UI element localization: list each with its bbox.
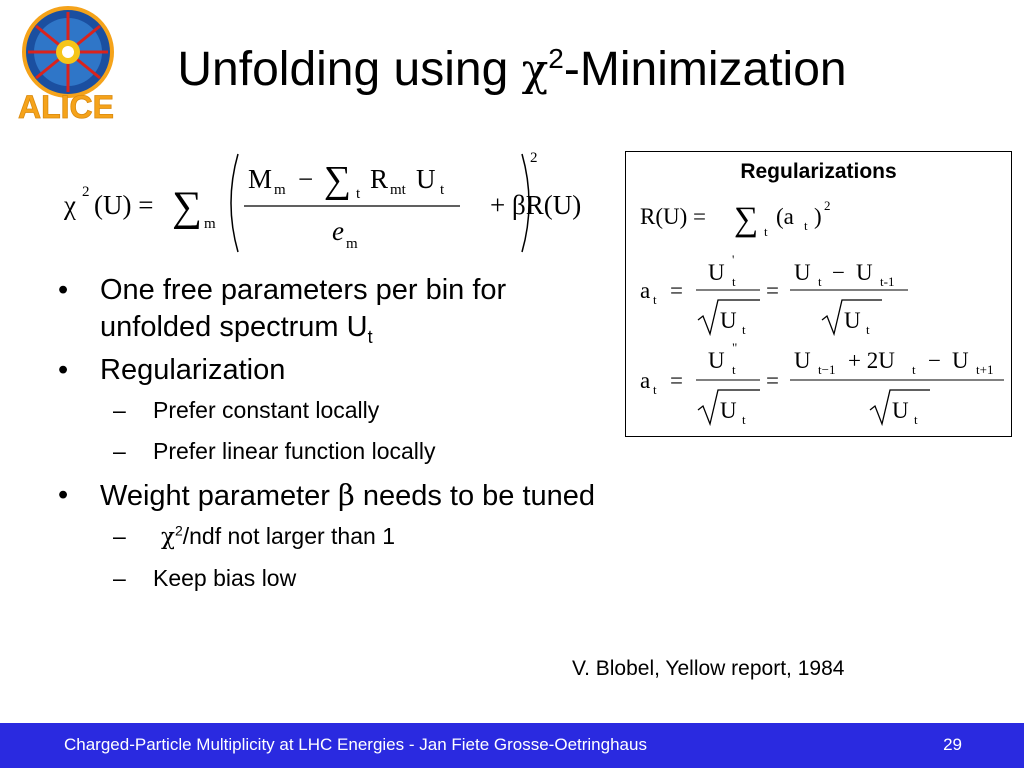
footer-text: Charged-Particle Multiplicity at LHC Energies - Jan Fiete Grosse-Oetringhaus xyxy=(64,735,647,754)
reg1-num-sub2: t-1 xyxy=(880,274,895,289)
reg1-eq2: = xyxy=(766,278,779,303)
formula-beta-term: + βR(U) xyxy=(490,190,582,220)
title-prefix: Unfolding using xyxy=(177,43,522,96)
formula-chi-sq: 2 xyxy=(82,184,90,200)
reg2-num-U: U xyxy=(794,348,811,373)
subbullet-linear: – Prefer linear function locally xyxy=(113,438,436,464)
reg-sq: 2 xyxy=(824,198,831,213)
regularizations-box xyxy=(625,151,1012,437)
chi2-formula xyxy=(60,148,620,258)
reg1-prime: ' xyxy=(732,252,735,267)
reg1-minus: − xyxy=(832,260,845,285)
reg1-eq: = xyxy=(670,278,683,303)
bullet-regularization: • Regularization xyxy=(58,352,618,389)
formula-R: R xyxy=(370,164,389,194)
formula-minus: − xyxy=(298,164,314,194)
reg-RU: R(U) = xyxy=(640,204,706,229)
regularizations-heading: Regularizations xyxy=(740,160,897,183)
slide-title xyxy=(0,40,1024,101)
reg2-dprime: " xyxy=(732,340,738,355)
regularization-formulas xyxy=(626,188,1011,436)
dash-icon: – xyxy=(113,397,126,423)
logo-text: ALICE xyxy=(18,89,114,124)
reg1-U-sub: t xyxy=(732,274,736,289)
dash-icon: – xyxy=(113,438,126,464)
reg2-eq2: = xyxy=(766,368,779,393)
bullet-list xyxy=(58,272,618,604)
reg1-a: a xyxy=(640,278,651,303)
formula-M: M xyxy=(248,164,273,194)
subbullet-chi2-ndf: – $\chi^2$/ndf not larger than 1 xyxy=(113,522,395,550)
reg1-num-U2: U xyxy=(856,260,873,285)
reg-a-open: (a xyxy=(776,204,794,229)
formula-arg: (U) = xyxy=(94,190,154,220)
dash-icon: – xyxy=(113,523,126,549)
reg-a-sub: t xyxy=(804,218,808,233)
formula-sum-t-sub: t xyxy=(356,186,361,202)
reg1-U: U xyxy=(708,260,725,285)
reg1-a-sub: t xyxy=(653,292,657,307)
reg2-a-sub: t xyxy=(653,382,657,397)
reg2-num-sub3: t+1 xyxy=(976,362,994,377)
reg-sum: ∑ xyxy=(734,201,759,238)
title-sup: 2 xyxy=(548,43,564,74)
reg2-a: a xyxy=(640,368,651,393)
formula-R-sub: mt xyxy=(390,182,406,198)
formula-chi: χ xyxy=(64,190,76,220)
subbullet-bias: – Keep bias low xyxy=(113,565,297,591)
formula-outer-sq: 2 xyxy=(530,150,538,166)
reg2-minus: − xyxy=(928,348,941,373)
reg2-eq: = xyxy=(670,368,683,393)
reg1-den-U: U xyxy=(720,308,737,333)
formula-M-sub: m xyxy=(274,182,286,198)
subbullet-constant: – Prefer constant locally xyxy=(113,397,380,423)
title-chi: χ xyxy=(521,45,549,96)
reg-close: ) xyxy=(814,204,822,229)
formula-e-sub: m xyxy=(346,236,358,252)
formula-sum-m: ∑ xyxy=(172,184,202,230)
bullet-icon: • xyxy=(58,479,69,511)
reg1-num-sub: t xyxy=(818,274,822,289)
bullet-icon: • xyxy=(58,274,69,306)
reg2-den-U: U xyxy=(720,398,737,423)
reg2-U-sub: t xyxy=(732,362,736,377)
reg2-den2-U: U xyxy=(892,398,909,423)
reg1-num-U: U xyxy=(794,260,811,285)
reg1-den-sub: t xyxy=(742,322,746,337)
reg2-den2-sub: t xyxy=(914,412,918,427)
reg2-num-sub2: t xyxy=(912,362,916,377)
formula-U-sub: t xyxy=(440,182,445,198)
reference-text: V. Blobel, Yellow report, 1984 xyxy=(572,657,845,680)
reg-sum-sub: t xyxy=(764,224,768,239)
reg2-num-sub: t−1 xyxy=(818,362,836,377)
title-suffix: -Minimization xyxy=(563,43,847,96)
formula-sum-m-sub: m xyxy=(204,216,216,232)
reg1-den2-sub: t xyxy=(866,322,870,337)
reg1-den2-U: U xyxy=(844,308,861,333)
reg2-den-sub: t xyxy=(742,412,746,427)
reg2-plus2U: + 2U xyxy=(848,348,895,373)
dash-icon: – xyxy=(113,565,126,591)
bullet-icon: • xyxy=(58,354,69,386)
footer-bar xyxy=(0,723,1024,768)
bullet-weight-parameter: • Weight parameter β needs to be tuned xyxy=(58,478,596,512)
formula-sum-t: ∑ xyxy=(324,159,352,201)
bullet-free-parameters: • One free parameters per bin for unfolded spectrum $U_t$ xyxy=(58,274,507,347)
formula-U: U xyxy=(416,164,436,194)
formula-e: e xyxy=(332,216,344,246)
reg2-num-U3: U xyxy=(952,348,969,373)
reg2-U: U xyxy=(708,348,725,373)
page-number: 29 xyxy=(943,735,962,754)
